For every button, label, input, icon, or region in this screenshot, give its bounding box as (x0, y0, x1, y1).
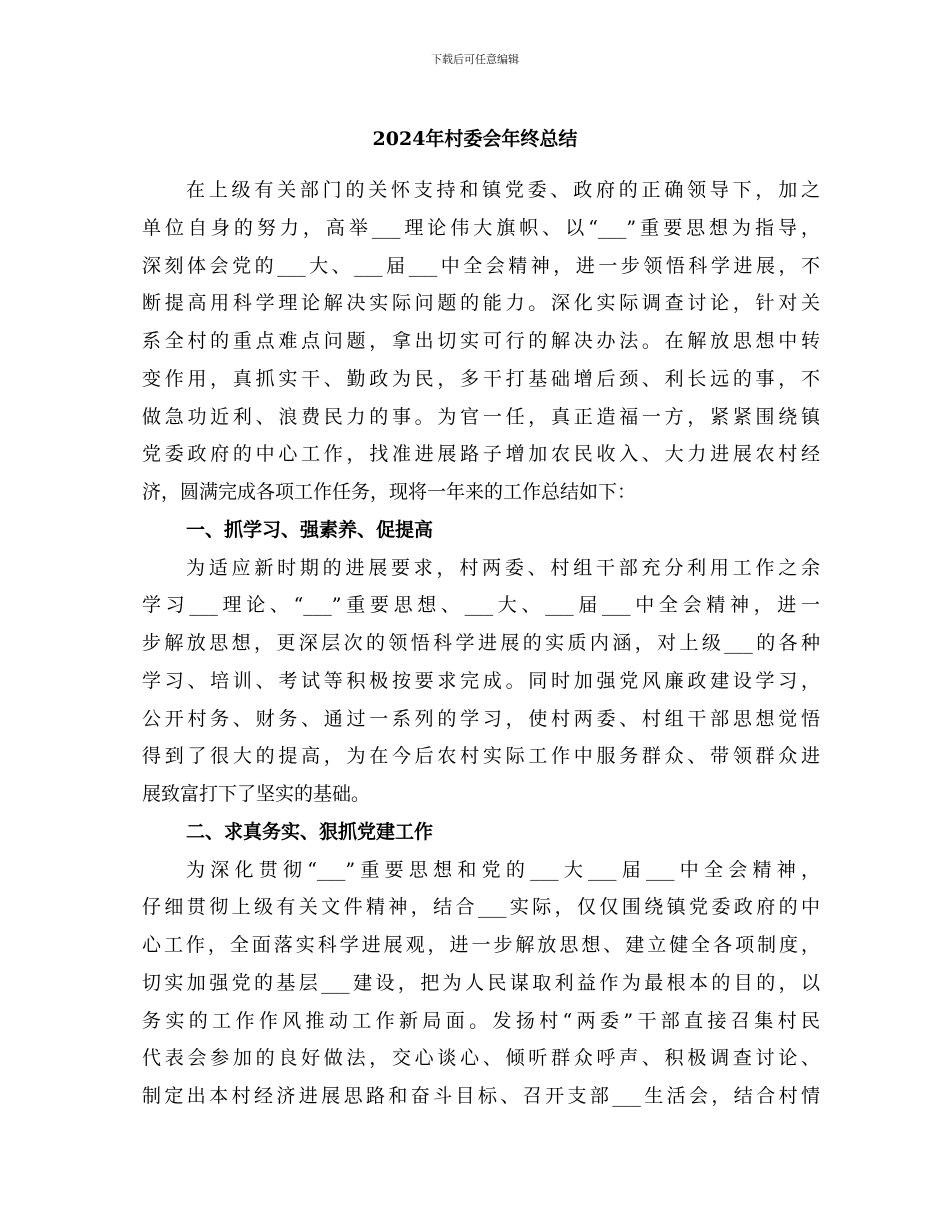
paragraph-line: 步解放思想，更深层次的领悟科学进展的实质内涵，对上级___的各种 (142, 632, 820, 654)
paragraph-line: 得到了很大的提高，为在今后农村实际工作中服务群众、带领群众进 (142, 745, 820, 768)
paragraph-line: 心工作，全面落实科学进展观，进一步解放思想、建立健全各项制度， (142, 934, 820, 956)
paragraph-line: 济，圆满完成各项工作任务，现将一年来的工作总结如下： (142, 481, 637, 503)
paragraph-line: 制定出本村经济进展思路和奋斗目标、召开支部___生活会，结合村情 (142, 1085, 820, 1107)
paragraph-line: 断提高用科学理论解决实际问题的能力。深化实际调查讨论，针对关 (142, 292, 820, 315)
paragraph-line: 变作用，真抓实干、勤政为民，多干打基础增后颈、利长远的事，不 (142, 367, 820, 390)
paragraph-line: 公开村务、财务、通过一系列的学习，使村两委、村组干部思想觉悟 (142, 707, 820, 730)
paragraph-line: 代表会参加的良好做法，交心谈心、倾听群众呼声、积极调查讨论、 (142, 1047, 820, 1070)
paragraph-line: 做急功近利、浪费民力的事。为官一任，真正造福一方，紧紧围绕镇 (142, 405, 820, 428)
paragraph-line: 学习___理论、“___”重要思想、___大、___届___中全会精神，进一 (142, 594, 820, 617)
paragraph-line: 为深化贯彻“___”重要思想和党的___大___届___中全会精神， (186, 858, 820, 881)
paragraph-line: 为适应新时期的进展要求，村两委、村组干部充分利用工作之余 (186, 556, 820, 579)
section-heading: 二、求真务实、狠抓党建工作 (186, 820, 434, 843)
paragraph-line: 系全村的重点难点问题，拿出切实可行的解决办法。在解放思想中转 (142, 330, 820, 352)
document-body (142, 172, 820, 1116)
paragraph-line: 务实的工作作风推动工作新局面。发扬村“两委”干部直接召集村民 (142, 1009, 820, 1032)
document-title: 2024年村委会年终总结 (372, 128, 578, 150)
section-heading: 一、抓学习、强素养、促提高 (186, 518, 434, 541)
paragraph-line: 深刻体会党的___大、___届___中全会精神，进一步领悟科学进展，不 (142, 254, 820, 277)
paragraph-line: 学习、培训、考试等积极按要求完成。同时加强党风廉政建设学习， (142, 669, 820, 692)
paragraph-line: 切实加强党的基层___建设，把为人民谋取利益作为最根本的目的，以 (142, 971, 820, 994)
paragraph-line: 展致富打下了坚实的基础。 (142, 783, 371, 805)
paragraph-line: 仔细贯彻上级有关文件精神，结合___实际，仅仅围绕镇党委政府的中 (142, 896, 820, 919)
paragraph-line: 单位自身的努力，高举___理论伟大旗帜、以“___”重要思想为指导， (142, 216, 820, 239)
page-header: 下载后可任意编辑 (431, 53, 519, 66)
paragraph-line: 在上级有关部门的关怀支持和镇党委、政府的正确领导下，加之 (186, 179, 820, 201)
paragraph-line: 党委政府的中心工作，找准进展路子增加农民收入、大力进展农村经 (142, 443, 820, 466)
